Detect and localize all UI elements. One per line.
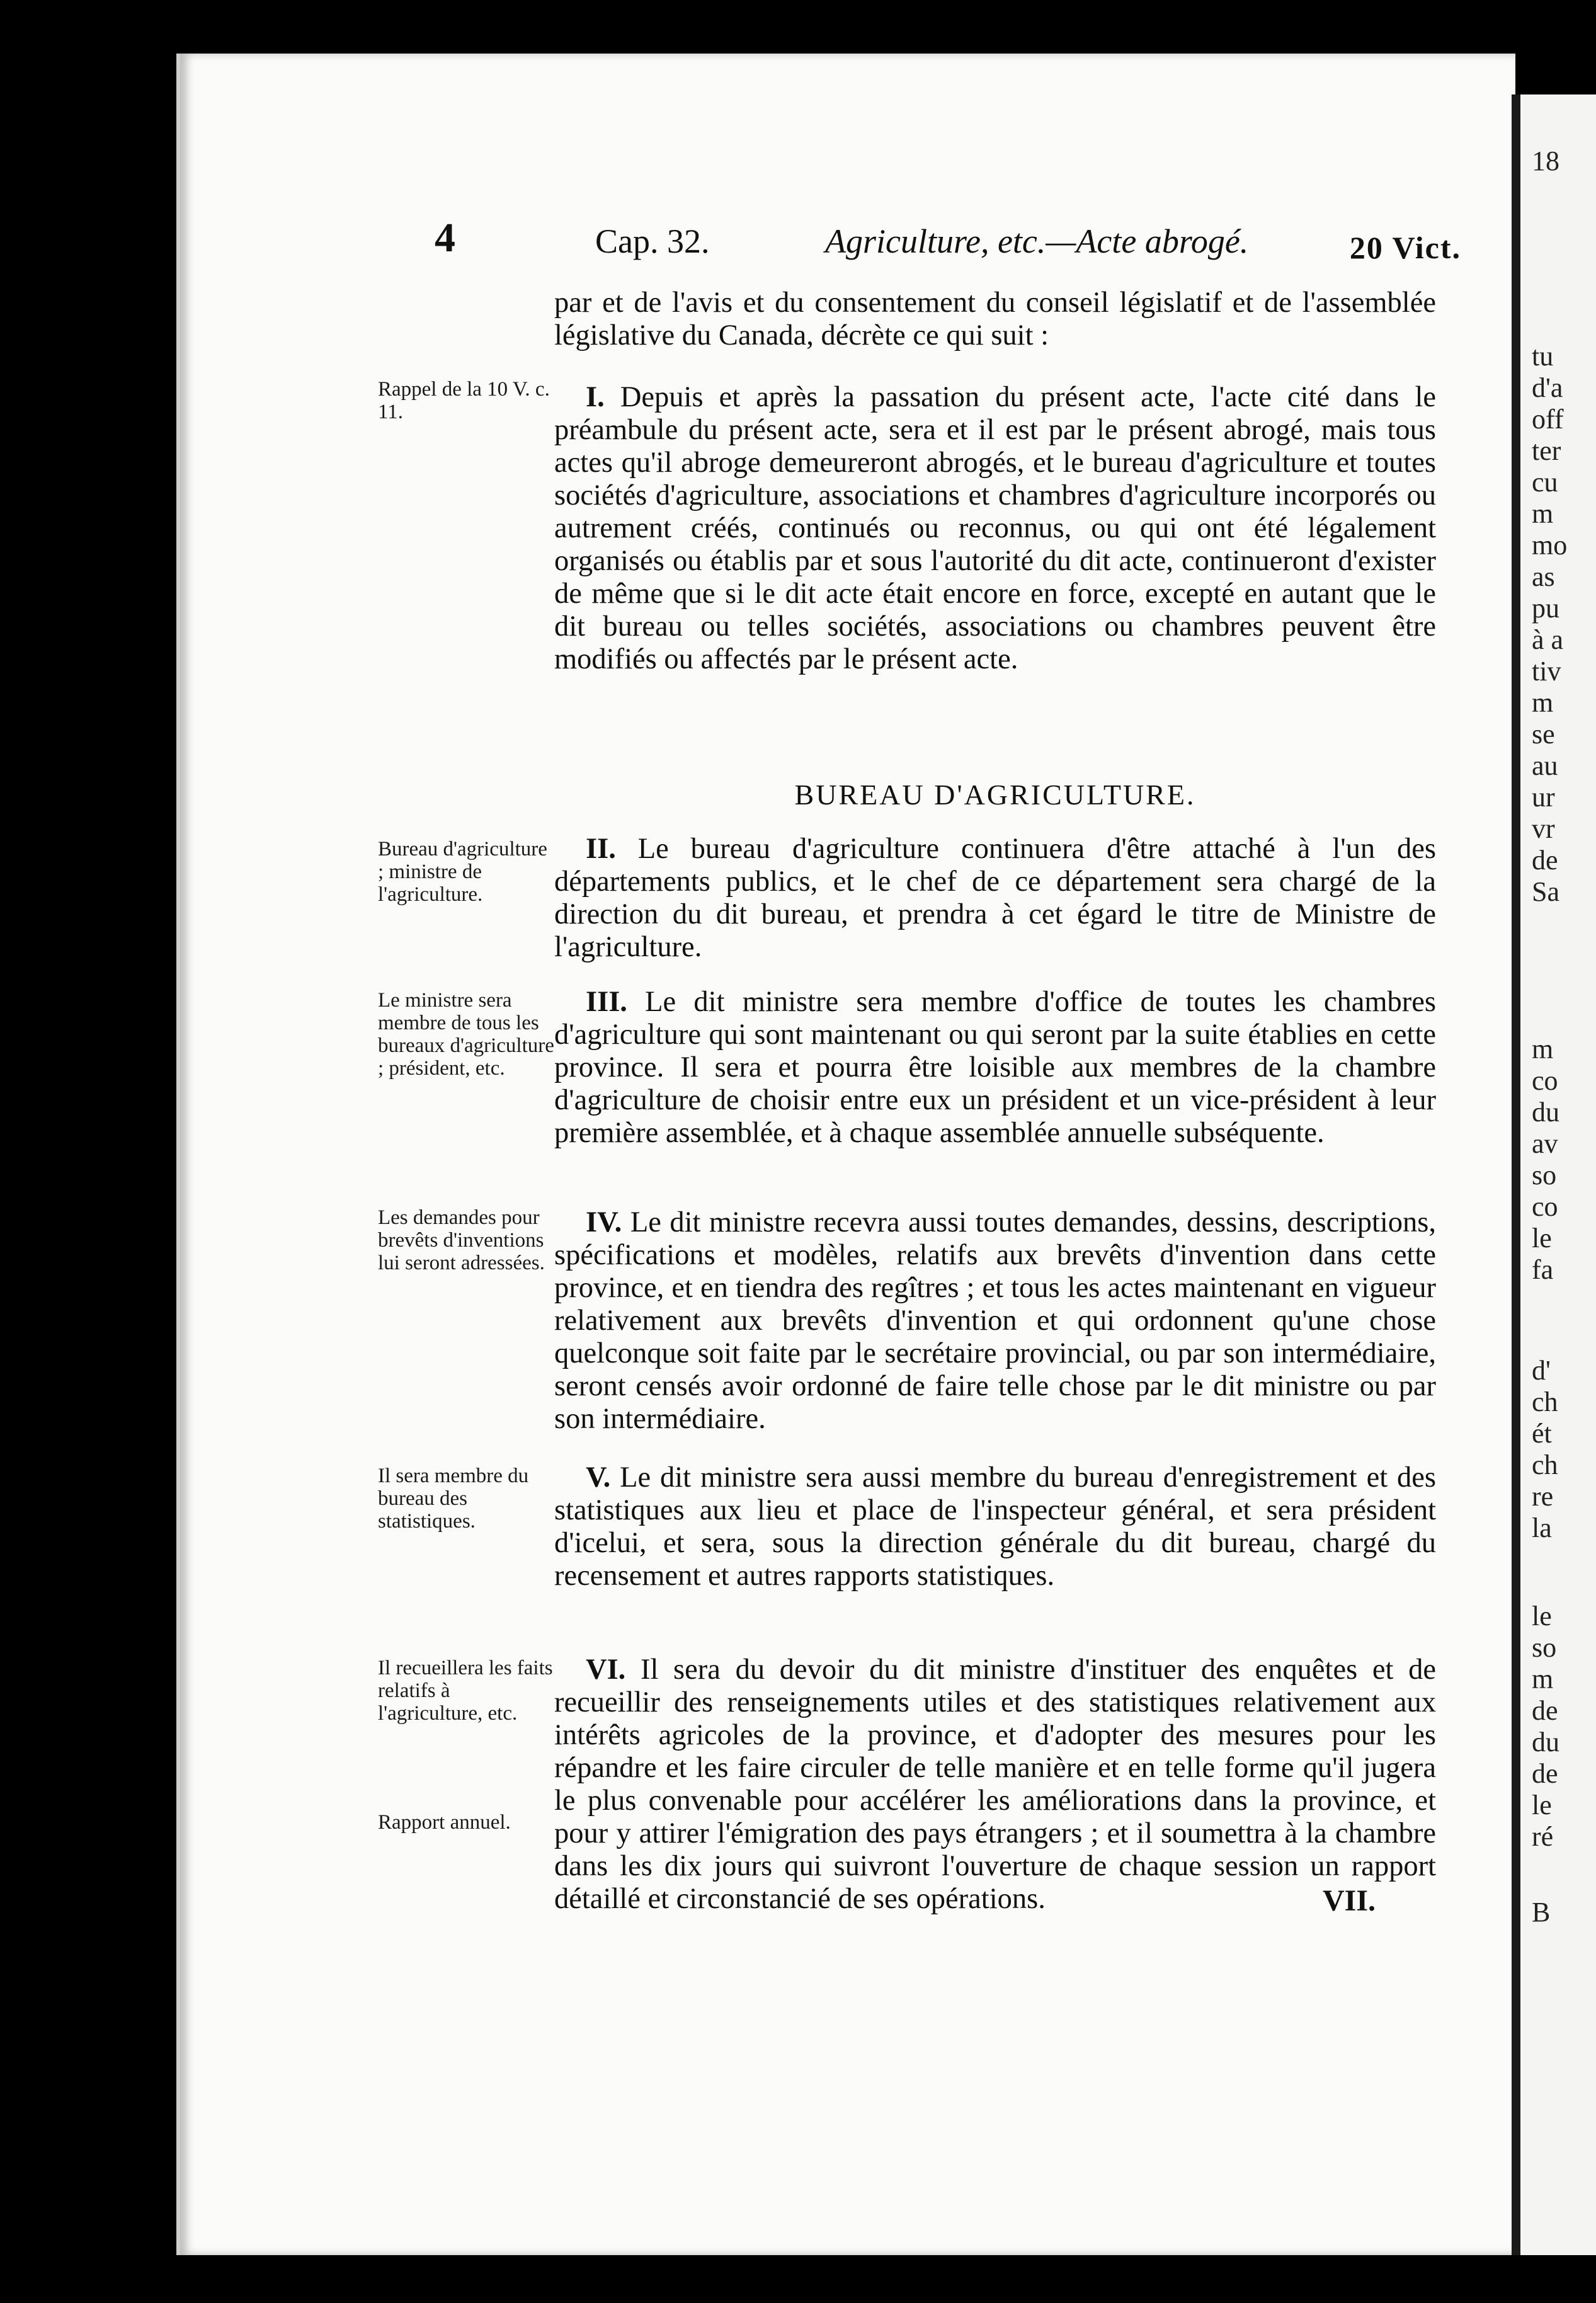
chapter-label: Cap. 32.: [595, 222, 710, 260]
adjacent-page-text: pu: [1532, 593, 1559, 624]
running-header: [435, 214, 1461, 271]
adjacent-page-text: de: [1532, 1695, 1558, 1726]
adjacent-page-text: m: [1532, 498, 1554, 529]
adjacent-page-text: ré: [1532, 1821, 1554, 1852]
adjacent-page-text: la: [1532, 1512, 1552, 1543]
adjacent-page-text: mo: [1532, 530, 1568, 561]
adjacent-page-text: du: [1532, 1727, 1559, 1757]
section-3: [554, 986, 1436, 1150]
adjacent-page-text: co: [1532, 1191, 1558, 1222]
section-2: [554, 833, 1436, 964]
regnal-year: 20 Vict.: [1349, 230, 1461, 265]
adjacent-page-text: as: [1532, 561, 1555, 592]
preamble-text: par et de l'avis et du consentement du conseil législatif et de l'assemblée législative du Canada, décrète ce qui suit :: [554, 287, 1436, 351]
section-text: Le dit ministre sera membre d'office de toutes les chambres d'agriculture qui sont maintenant ou qui seront par la suite établies en cette province. Il sera et pourra être loisible aux membres de la chambre d'agriculture de choisir entre eux un président et un vice-président à leur première assemblée, et à chaque assemblée annuelle subséquente.: [554, 986, 1436, 1149]
adjacent-page-text: m: [1532, 1034, 1554, 1065]
adjacent-page-text: av: [1532, 1128, 1558, 1159]
adjacent-page-text: m: [1532, 687, 1554, 718]
section-text: Le dit ministre recevra aussi toutes demandes, dessins, descriptions, spécifications et modèles, relatifs aux brevêts d'invention dans cette province, et en tiendra des regîtres ; et tous les actes maintenant en vigueur relativement aux brevêts d'invention et qui ordonnent qu'une chose quelconque soit faite par le secrétaire provincial, ou par son intermédiaire, seront censés avoir ordonné de faire telle chose par le dit ministre ou par son intermédiaire.: [554, 1206, 1436, 1435]
adjacent-page-text: ur: [1532, 782, 1555, 813]
section-text: Le bureau d'agriculture continuera d'être attaché à l'un des départements publics, et le chef de ce département sera chargé de la direction du dit bureau, et prendra à cet égard le titre de Ministre de l'agriculture.: [554, 833, 1436, 963]
section-number: V.: [586, 1461, 611, 1494]
adjacent-page-text: tiv: [1532, 656, 1561, 687]
section-5: [554, 1461, 1436, 1592]
adjacent-page-text: du: [1532, 1097, 1559, 1128]
section-number: VI.: [586, 1654, 626, 1686]
adjacent-page-text: re: [1532, 1481, 1554, 1512]
section-number: III.: [586, 986, 627, 1018]
adjacent-page-text: off: [1532, 404, 1564, 435]
adjacent-page-text: fa: [1532, 1254, 1554, 1285]
adjacent-page-text: de: [1532, 1758, 1558, 1789]
adjacent-page-text: tu: [1532, 341, 1554, 372]
adjacent-page-text: vr: [1532, 813, 1555, 844]
adjacent-page-text: se: [1532, 719, 1555, 750]
margin-note-section-1: Rappel de la 10 V. c. 11.: [378, 378, 550, 423]
section-heading: BUREAU D'AGRICULTURE.: [794, 779, 1196, 811]
margin-note-annual-report: Rapport annuel.: [378, 1811, 511, 1834]
adjacent-page-text: so: [1532, 1632, 1557, 1663]
section-text: Depuis et après la passation du présent acte, l'acte cité dans le préambule du présent acte, sera et il est par le présent abrogé, mais tous actes qu'il abroge demeureront abrogés, et le bureau d'agriculture et toutes sociétés d'agriculture, associations et chambres d'agriculture incorporés ou autrement créés, continués ou reconnus, ou qui ont été légalement organisés ou établis par et sous l'autorité du dit acte, continueront d'exister de même que si le dit acte était encore en force, excepté en autant que le dit bureau ou telles sociétés, associations ou chambres peuvent être modifiés ou affectés par le présent acte.: [554, 381, 1437, 675]
adjacent-page-text: ter: [1532, 435, 1561, 466]
adjacent-page-text: à a: [1532, 624, 1564, 655]
adjacent-page-text: le: [1532, 1601, 1552, 1632]
adjacent-page-text: 18: [1532, 146, 1559, 176]
margin-note-section-2: Bureau d'agriculture ; ministre de l'agriculture.: [378, 838, 547, 906]
adjacent-page-text: d'a: [1532, 372, 1563, 403]
adjacent-page-text: le: [1532, 1223, 1552, 1254]
adjacent-page-text: le: [1532, 1790, 1552, 1820]
section-4: [554, 1206, 1436, 1436]
section-number: I.: [586, 381, 605, 413]
adjacent-page-text: co: [1532, 1065, 1558, 1096]
adjacent-page-text: ch: [1532, 1449, 1558, 1480]
adjacent-page-text: ch: [1532, 1386, 1558, 1417]
adjacent-page-text: d': [1532, 1355, 1551, 1386]
section-text: Il sera du devoir du dit ministre d'instituer des enquêtes et de recueillir des renseignements utiles et des statistiques relativement aux intérêts agricoles de la province, et d'adopter des mesures pour les répandre et les faire circuler de telle manière et en telle forme qu'il jugera le plus convenable pour accélérer les améliorations dans la province, et pour y attirer l'émigration des pays étrangers ; et il soumettra à la chambre dans les dix jours qui suivront l'ouverture de chaque session un rapport détaillé et circonstancié de ses opérations.: [554, 1654, 1436, 1915]
margin-note-section-3: Le ministre sera membre de tous les bureaux d'agriculture ; président, etc.: [378, 989, 554, 1080]
section-number: IV.: [586, 1206, 622, 1238]
section-1: [554, 381, 1436, 676]
running-title: Agriculture, etc.—Acte abrogé.: [825, 222, 1249, 260]
adjacent-page-fragment: [1512, 94, 1596, 2255]
adjacent-page-text: de: [1532, 845, 1558, 876]
adjacent-page-text: m: [1532, 1664, 1554, 1694]
section-number: II.: [586, 833, 616, 865]
margin-note-section-5: Il sera membre du bureau des statistiques.: [378, 1465, 529, 1533]
adjacent-page-text: so: [1532, 1160, 1557, 1191]
adjacent-page-text: B: [1532, 1897, 1551, 1928]
adjacent-page-text: cu: [1532, 467, 1558, 498]
adjacent-page-text: Sa: [1532, 876, 1559, 907]
section-text: Le dit ministre sera aussi membre du bureau d'enregistrement et des statistiques aux lieu et place de l'inspecteur général, et sera président d'icelui, et sera, sous la direction générale du dit bureau, chargé du recensement et autres rapports statistiques.: [554, 1461, 1436, 1592]
adjacent-page-text: au: [1532, 750, 1558, 781]
catchword: VII.: [1323, 1884, 1376, 1917]
page-number: 4: [435, 215, 455, 261]
adjacent-page-text: ét: [1532, 1418, 1552, 1449]
margin-note-section-6: Il recueillera les faits relatifs à l'agriculture, etc.: [378, 1657, 553, 1725]
section-6: [554, 1654, 1436, 1916]
margin-note-section-4: Les demandes pour brevêts d'inventions lui seront adressées.: [378, 1206, 545, 1274]
